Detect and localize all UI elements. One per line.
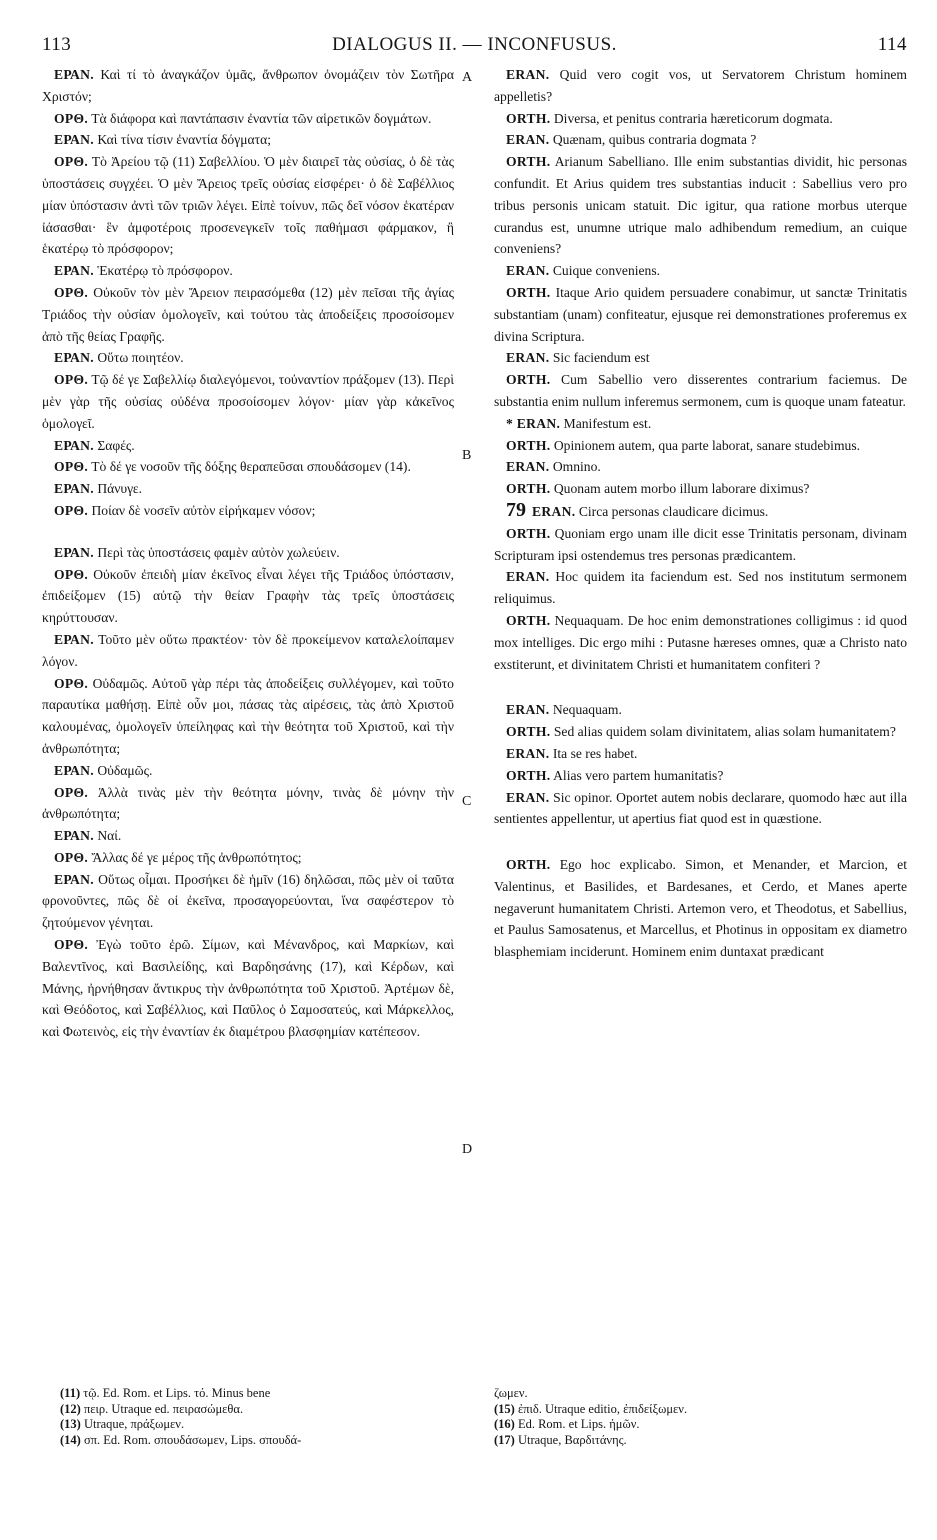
speech-text: Diversa, et penitus contraria hæreticorum dogmata. xyxy=(553,110,833,126)
speech-text: Quænam, quibus contraria dogmata ? xyxy=(552,132,757,148)
speech-paragraph xyxy=(494,787,907,831)
speech-paragraph xyxy=(42,782,454,826)
running-title: DIALOGUS II. — INCONFUSUS. xyxy=(332,34,617,55)
speech-text: Omnino. xyxy=(552,459,601,475)
footnote-text: ἐπιδ. Utraque editio, ἐπιδείξωμεν. xyxy=(517,1401,688,1416)
speech-paragraph xyxy=(42,64,454,108)
speech-text: Opinionem autem, qua parte laborat, sanare studebimus. xyxy=(553,437,861,453)
speech-paragraph xyxy=(494,435,907,457)
speaker-label: ERAN. xyxy=(506,569,550,585)
speaker-label: ORTH. xyxy=(506,110,551,126)
speaker-label: ΕΡΑΝ. xyxy=(54,67,94,82)
speech-paragraph xyxy=(42,456,454,478)
speech-text: Καὶ τί τὸ ἀναγκάζον ὑμᾶς, ἄνθρωπον ὀνομάζειν τὸν Σωτῆρα Χριστόν; xyxy=(42,67,454,104)
speech-text: Πάνυγε. xyxy=(97,481,143,497)
speech-paragraph xyxy=(494,282,907,347)
speaker-label: ΟΡΘ. xyxy=(54,110,89,126)
speech-text: Quonam autem morbo illum laborare diximus? xyxy=(553,481,810,497)
speech-paragraph xyxy=(494,854,907,963)
greek-column xyxy=(42,64,454,1043)
speaker-label: ΕΡΑΝ. xyxy=(54,132,94,148)
speech-text: Sic opinor. Oportet autem nobis declarare, quomodo hæc aut illa sentientes appellentur, ut apertius fiat quod est in quæstione. xyxy=(494,789,907,827)
speaker-label: ORTH. xyxy=(506,525,551,541)
speaker-label: ΟΡΘ. xyxy=(54,566,89,582)
speech-text: Quid vero cogit vos, ut Servatorem Christum hominem appelletis? xyxy=(494,67,907,104)
speech-paragraph xyxy=(494,108,907,130)
margin-letter-b: B xyxy=(462,448,472,463)
speech-text: Οὐκοῦν ἐπειδὴ μίαν ἐκεῖνος εἶναι λέγει τῆς Τριάδος ὑπόστασιν, ἐπιδείξομεν (15) αὐτῷ τὴν θείαν Γραφὴν τὰς τρεῖς ὑποστάσεις κηρύττουσαν. xyxy=(42,566,454,626)
speech-paragraph xyxy=(42,673,454,760)
speech-text: Itaque Ario quidem persuadere conabimur, ut sanctæ Trinitatis substantiam (unam) confiteatur, ejusque rei demonstrationes proferemus ex divina Scriptura. xyxy=(494,284,907,344)
speaker-label: ORTH. xyxy=(506,767,551,783)
speech-paragraph xyxy=(42,151,454,260)
footnote-number: (11) xyxy=(60,1386,81,1400)
speaker-label: ΟΡΘ. xyxy=(54,154,89,170)
speech-text: Sed alias quidem solam divinitatem, alias solam humanitatem? xyxy=(553,724,896,740)
speech-text: Circa personas claudicare dicimus. xyxy=(578,503,769,519)
speaker-label: ΟΡΘ. xyxy=(54,284,89,300)
footnote-text: Utraque, πράξωμεν. xyxy=(83,1417,185,1431)
footnote-text: τῷ. Ed. Rom. et Lips. τό. Minus bene xyxy=(83,1386,271,1400)
speech-paragraph xyxy=(42,629,454,673)
speech-text: Ita se res habet. xyxy=(552,745,638,761)
speaker-label: ERAN. xyxy=(506,132,550,148)
speech-paragraph xyxy=(494,456,907,478)
speech-paragraph xyxy=(494,151,907,260)
speech-paragraph xyxy=(42,760,454,782)
speech-text: Οὐκοῦν τὸν μὲν Ἄρειον πειρασόμεθα (12) μὲν πεῖσαι τῆς ἁγίας Τριάδος τὴν οὐσίαν ὁμολογεῖν, καὶ τούτου τὰς ἀποδείξεις προσοίσομεν ἀπὸ τῆς θείας Γραφῆς. xyxy=(42,284,454,344)
speech-paragraph xyxy=(494,523,907,567)
speech-paragraph xyxy=(494,413,907,435)
speech-paragraph xyxy=(42,108,454,130)
speech-paragraph xyxy=(494,64,907,108)
speech-text: Τοῦτο μὲν οὕτω πρακτέον· τὸν δὲ προκείμενον καταλελοίπαμεν λόγον. xyxy=(42,631,454,669)
speaker-label: ERAN. xyxy=(506,745,550,761)
speech-paragraph xyxy=(42,369,454,434)
speaker-label: ΕΡΑΝ. xyxy=(54,437,94,453)
footnotes-right xyxy=(494,1386,907,1448)
speech-paragraph xyxy=(42,478,454,500)
speech-paragraph xyxy=(494,699,907,721)
speaker-label: ERAN. xyxy=(506,350,550,366)
speaker-label: ERAN. xyxy=(506,263,550,279)
margin-letter-d: D xyxy=(462,1142,473,1157)
speech-text: Cuique conveniens. xyxy=(552,263,661,279)
footnote-text: πειρ. Utraque ed. πειρασώμεθα. xyxy=(83,1401,244,1416)
speech-text: Nequaquam. xyxy=(552,702,622,718)
running-header xyxy=(42,34,907,60)
footnote xyxy=(60,1417,460,1433)
page-number-right: 114 xyxy=(877,34,907,55)
speech-paragraph xyxy=(494,610,907,675)
footnote-number: (12) xyxy=(60,1401,81,1416)
speaker-label: ΕΡΑΝ. xyxy=(54,481,94,497)
speech-text: Περὶ τὰς ὑποστάσεις φαμὲν αὐτὸν χωλεύειν. xyxy=(97,544,340,560)
speech-paragraph xyxy=(42,435,454,457)
speech-text: Alias vero partem humanitatis? xyxy=(553,767,724,783)
speaker-label: ΟΡΘ. xyxy=(54,937,89,953)
speech-text: Ἑκατέρῳ τὸ πρόσφορον. xyxy=(97,263,233,279)
speaker-label: ORTH. xyxy=(506,372,551,388)
speaker-label: ORTH. xyxy=(506,724,551,740)
speech-text: Οὐδαμῶς. xyxy=(97,762,153,778)
speech-text: Ναί. xyxy=(97,828,122,844)
speech-text: Σαφές. xyxy=(97,437,135,453)
speaker-label: ΕΡΑΝ. xyxy=(54,762,94,778)
speaker-label: ΕΡΑΝ. xyxy=(54,871,94,887)
speaker-label: ORTH. xyxy=(506,437,551,453)
speech-paragraph xyxy=(42,825,454,847)
footnote xyxy=(60,1402,460,1418)
footnote-text: σπ. Ed. Rom. σπουδάσωμεν, Lips. σπουδά- xyxy=(83,1432,302,1447)
speaker-label: ΟΡΘ. xyxy=(54,459,89,475)
footnote-number: (15) xyxy=(494,1401,515,1416)
speaker-label: ORTH. xyxy=(506,857,551,873)
latin-column xyxy=(494,64,907,963)
speaker-label: ΟΡΘ. xyxy=(54,784,89,800)
footnotes-left xyxy=(60,1386,460,1448)
speech-text: Arianum Sabelliano. Ille enim substantias dividit, hic personas confundit. Et Arius quidem tres substantias inducit : Sabellius vero pro tribus personis unicam statuit. Dic igitur, qua ratione morbus uterque curandus est, unumne utrique malo adhibendum remedium, an cuique conveniens? xyxy=(494,154,907,257)
speaker-label: ΟΡΘ. xyxy=(54,372,89,388)
footnote xyxy=(494,1386,907,1402)
speech-text: Οὐδαμῶς. Αὐτοῦ γὰρ πέρι τὰς ἀποδείξεις συλλέγομεν, καὶ τοῦτο παραυτίκα μαθήσῃ. Εἰπὲ οὖν μοι, πάσας τὰς αἱρέσεις, τὰς ἀπὸ Χριστοῦ καλουμένας, ὁμολογεῖν ὑπείληφας καὶ τὴν θεότητα τοῦ Χριστοῦ, καὶ τὴν ἀνθρωπότητα; xyxy=(42,675,454,756)
speaker-label: ORTH. xyxy=(506,612,551,628)
speaker-label: ORTH. xyxy=(506,284,551,300)
speech-paragraph xyxy=(42,869,454,934)
footnote-number: (13) xyxy=(60,1417,81,1431)
speech-text: Ἄλλας δέ γε μέρος τῆς ἀνθρωπότητος; xyxy=(91,849,302,865)
footnote xyxy=(60,1386,460,1402)
speech-paragraph xyxy=(494,765,907,787)
speaker-label: ΕΡΑΝ. xyxy=(54,350,94,366)
speaker-label: ΟΡΘ. xyxy=(54,675,89,691)
speech-paragraph xyxy=(42,542,454,564)
speaker-label: ΟΡΘ. xyxy=(54,849,89,865)
footnote-text: ζωμεν. xyxy=(494,1386,528,1400)
page-number-left: 113 xyxy=(42,34,72,55)
speech-text: Quoniam ergo unam ille dicit esse Trinitatis personam, divinam Scripturam ipsi ostendemus tres personas prædicantem. xyxy=(494,525,907,563)
speaker-label: ORTH. xyxy=(506,154,551,170)
footnote-number: (17) xyxy=(494,1432,515,1447)
speaker-label: * ERAN. xyxy=(506,415,561,431)
speech-text: Ἐγὼ τοῦτο ἐρῶ. Σίμων, καὶ Μένανδρος, καὶ Μαρκίων, καὶ Βαλεντῖνος, καὶ Βασιλείδης, καὶ Βαρδησάνης (17), καὶ Κέρδων, καὶ Μάνης, ἠρνήθησαν ἄντικρυς τὴν ἀνθρωπότητα τοῦ Χριστοῦ. Ἀρτέμων δὲ, καὶ Θεόδοτος, καὶ Σαβέλλιος, καὶ Παῦλος ὁ Σαμοσατεύς, καὶ Μάρκελλος, καὶ Φωτεινὸς, εἰς τὴν ἐναντίαν ἐκ διαμέτρου βλασφημίαν κατέπεσον. xyxy=(42,937,455,1040)
speaker-label: ERAN. xyxy=(506,67,550,82)
speech-text: Τὸ Ἀρείου τῷ (11) Σαβελλίου. Ὁ μὲν διαιρεῖ τὰς οὐσίας, ὁ δὲ τὰς ὑποστάσεις συγχέει. Ὁ μὲν Ἄρειος τρεῖς οὐσίας εἰσφέρει· ὁ δὲ Σαβέλλιος μίαν ὑπόστασιν ἀντὶ τῶν τριῶν λέγει. Εἰπὲ τοίνυν, πῶς δεῖ νόσον ἑκατέραν ἰάσασθαι· ἓν ἀμφοτέροις προσενεγκεῖν τοῖς παθήμασι φάρμακον, ἢ ἑκατέρῳ τὸ πρόσφορον; xyxy=(42,154,454,257)
speech-paragraph xyxy=(42,934,454,1043)
speech-paragraph xyxy=(494,743,907,765)
footnote-number: (14) xyxy=(60,1432,81,1447)
speech-text: Τὰ διάφορα καὶ παντάπασιν ἐναντία τῶν αἱρετικῶν δογμάτων. xyxy=(91,110,432,126)
speech-paragraph xyxy=(494,129,907,151)
speaker-label: ΕΡΑΝ. xyxy=(54,631,94,647)
footnote-text: Ed. Rom. et Lips. ἡμῶν. xyxy=(517,1417,640,1431)
margin-letter-a: A xyxy=(462,70,473,85)
speech-paragraph xyxy=(494,347,907,369)
speech-paragraph xyxy=(494,478,907,500)
speech-text: Cum Sabellio vero disserentes contrarium faciemus. De substantia enim nullum inferemus sermonem, cum is quoque unam fateatur. xyxy=(494,372,907,409)
speaker-label: ORTH. xyxy=(506,481,551,497)
speech-text: Sic faciendum est xyxy=(552,350,650,366)
speech-paragraph xyxy=(494,566,907,610)
speech-paragraph xyxy=(494,500,907,523)
speech-text: Οὕτως οἶμαι. Προσήκει δὲ ἡμῖν (16) δηλῶσαι, πῶς μὲν οἱ ταῦτα φρονοῦντες, πῶς δὲ οἱ ἐκεῖνα, προσαγορεύονται, ἵνα σαφέστερον τὸ ζητούμενον γένηται. xyxy=(42,871,454,931)
margin-letter-c: C xyxy=(462,794,472,809)
footnote xyxy=(60,1433,460,1449)
speech-paragraph xyxy=(42,260,454,282)
speech-text: Τῷ δέ γε Σαβελλίῳ διαλεγόμενοι, τοὐναντίον πράξομεν (13). Περὶ μὲν γὰρ τῆς οὐσίας οὐδένα προσοίσομεν λόγον· μίαν γὰρ κἀκεῖνος ὁμολογεῖ. xyxy=(42,372,454,431)
speech-paragraph xyxy=(494,721,907,743)
speech-paragraph xyxy=(42,500,454,522)
speaker-label: ERAN. xyxy=(506,789,550,805)
speaker-label: ΟΡΘ. xyxy=(54,502,89,518)
speech-text: Ego hoc explicabo. Simon, et Menander, et Marcion, et Valentinus, et Basilides, et Bardesanes, et Cerdo, et Manes aperte negaverunt humanitatem Christi. Artemon vero, et Theodotus, et Sabellius, et Paulus Samosatenus, et Marcellus, et Photinus in oppositam ex diametro blasphemiam inciderunt. Hominem enim duntaxat prædicant xyxy=(494,857,907,960)
speaker-label: ΕΡΑΝ. xyxy=(54,544,94,560)
speech-text: Τὸ δέ γε νοσοῦν τῆς δόξης θεραπεῦσαι σπουδάσομεν (14). xyxy=(91,459,411,475)
column-number: 79 xyxy=(506,498,526,521)
speech-text: Manifestum est. xyxy=(563,415,652,431)
speaker-label: ΕΡΑΝ. xyxy=(54,263,94,279)
speech-paragraph xyxy=(42,347,454,369)
speech-text: Καὶ τίνα τίσιν ἐναντία δόγματα; xyxy=(97,132,271,148)
speech-paragraph xyxy=(42,564,454,629)
footnote xyxy=(494,1433,907,1449)
speech-text: Οὕτω ποιητέον. xyxy=(97,350,184,366)
speaker-label: ERAN. xyxy=(506,702,550,718)
speech-paragraph xyxy=(494,260,907,282)
footnote xyxy=(494,1417,907,1433)
speech-text: Ποίαν δὲ νοσεῖν αὐτὸν εἰρήκαμεν νόσον; xyxy=(91,502,316,518)
speaker-label: ERAN. xyxy=(506,459,550,475)
speaker-label: ERAN. xyxy=(532,503,576,519)
footnote-number: (16) xyxy=(494,1417,515,1431)
speech-text: Hoc quidem ita faciendum est. Sed nos institutum sermonem reliquimus. xyxy=(494,569,907,607)
speech-paragraph xyxy=(42,847,454,869)
footnote-text: Utraque, Βαρδιτάνης. xyxy=(517,1432,627,1447)
speaker-label: ΕΡΑΝ. xyxy=(54,828,94,844)
footnote xyxy=(494,1402,907,1418)
speech-paragraph xyxy=(42,282,454,347)
speech-paragraph xyxy=(42,129,454,151)
speech-text: Nequaquam. De hoc enim demonstrationes colligimus : id quod mox intelliges. Dic ergo mihi : Putasne hæreses omnes, quæ a Christo nato exstiterunt, et divinitatem Christi et humanitatem confiteri ? xyxy=(494,612,907,672)
speech-paragraph xyxy=(494,369,907,413)
speech-text: Ἀλλὰ τινὰς μὲν τὴν θεότητα μόνην, τινὰς δὲ μόνην τὴν ἀνθρωπότητα; xyxy=(42,784,454,822)
